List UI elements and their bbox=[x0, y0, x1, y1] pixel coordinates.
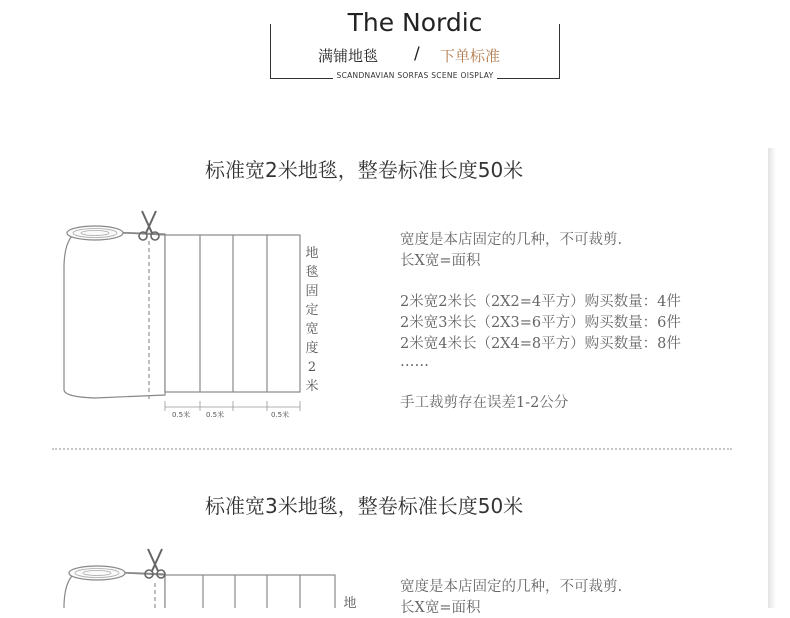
section-divider bbox=[52, 448, 732, 450]
info-example-row: 2米宽3米长（2X3=6平方）购买数量：6件 bbox=[400, 315, 681, 331]
header-subtitle: SCANDNAVIAN SORFAS SCENE OISPLAY bbox=[270, 71, 560, 80]
header-title: The Nordic bbox=[270, 8, 560, 37]
info-area-formula: 长X宽=面积 bbox=[400, 253, 481, 269]
section1-title: 标准宽2米地毯，整卷标准长度50米 bbox=[205, 158, 524, 182]
info-ellipsis: …… bbox=[400, 354, 429, 370]
dim-label: 0.5米 bbox=[172, 411, 191, 419]
dim-label: 0.5米 bbox=[271, 411, 290, 419]
info-example-row: 2米宽4米长（2X4=8平方）购买数量：8件 bbox=[400, 336, 681, 352]
section1-roll-diagram bbox=[55, 205, 345, 425]
roll-body bbox=[64, 231, 165, 398]
section2-title: 标准宽3米地毯，整卷标准长度50米 bbox=[205, 494, 524, 518]
info-width-note: 宽度是本店固定的几种，不可裁剪. bbox=[400, 579, 623, 595]
info-area-formula: 长X宽=面积 bbox=[400, 600, 481, 616]
dim-label: 0.5米 bbox=[206, 411, 225, 419]
roll-end bbox=[69, 566, 125, 580]
width-side-label: 地毯固定宽度2米 bbox=[305, 246, 319, 394]
info-note: 手工裁剪存在误差1-2公分 bbox=[400, 395, 569, 411]
info-example-row: 2米宽2米长（2X2=4平方）购买数量：4件 bbox=[400, 294, 681, 310]
header-left-label: 满铺地毯 bbox=[318, 47, 379, 65]
width-side-label: 地 bbox=[343, 596, 357, 611]
info-width-note: 宽度是本店固定的几种，不可裁剪. bbox=[400, 232, 623, 248]
header-right-label: 下单标准 bbox=[440, 47, 501, 65]
section2-roll-diagram bbox=[55, 545, 345, 608]
carpet-sheet bbox=[165, 575, 335, 608]
header-slash: / bbox=[414, 44, 420, 64]
panel-shadow bbox=[768, 148, 776, 608]
